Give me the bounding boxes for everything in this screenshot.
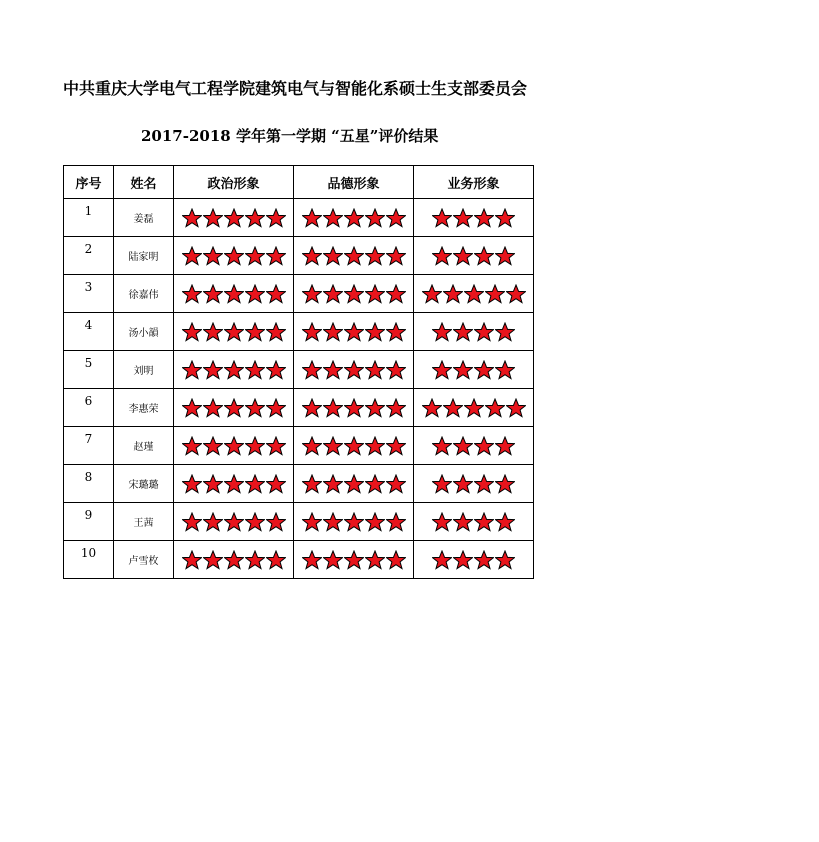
star-rating (174, 503, 293, 540)
star-icon (203, 208, 223, 228)
table-body (64, 199, 534, 579)
star-icon (266, 246, 286, 266)
professional-rating-cell (414, 427, 534, 465)
star-icon (495, 512, 515, 532)
star-icon (182, 208, 202, 228)
star-icon (182, 360, 202, 380)
political-rating-cell (174, 199, 294, 237)
star-icon (432, 550, 452, 570)
star-icon (453, 512, 473, 532)
moral-rating-cell (294, 389, 414, 427)
star-icon (344, 398, 364, 418)
star-icon (344, 284, 364, 304)
star-icon (474, 550, 494, 570)
star-icon (224, 474, 244, 494)
star-icon (365, 284, 385, 304)
moral-rating-cell (294, 541, 414, 579)
star-rating (294, 237, 413, 274)
star-icon (432, 208, 452, 228)
star-icon (386, 550, 406, 570)
star-icon (224, 550, 244, 570)
professional-rating-cell (414, 465, 534, 503)
star-icon (344, 474, 364, 494)
star-icon (323, 550, 343, 570)
star-icon (474, 208, 494, 228)
serial-number-cell: 5 (64, 351, 114, 389)
star-icon (302, 512, 322, 532)
star-icon (386, 360, 406, 380)
star-icon (266, 208, 286, 228)
star-rating (294, 427, 413, 464)
professional-rating-cell (414, 199, 534, 237)
star-rating (174, 541, 293, 578)
serial-number-cell: 7 (64, 427, 114, 465)
star-icon (203, 550, 223, 570)
star-icon (224, 398, 244, 418)
star-icon (365, 322, 385, 342)
moral-rating-cell (294, 199, 414, 237)
star-icon (266, 360, 286, 380)
star-icon (432, 512, 452, 532)
table-row (64, 465, 534, 503)
star-rating (294, 503, 413, 540)
star-icon (323, 360, 343, 380)
member-name-cell: 王茜 (114, 503, 174, 541)
star-icon (182, 550, 202, 570)
star-icon (506, 284, 526, 304)
star-icon (182, 512, 202, 532)
star-icon (443, 284, 463, 304)
star-icon (495, 436, 515, 456)
star-icon (453, 360, 473, 380)
member-name-cell: 陆家明 (114, 237, 174, 275)
star-rating (294, 351, 413, 388)
star-icon (245, 398, 265, 418)
star-icon (474, 474, 494, 494)
professional-rating-cell (414, 389, 534, 427)
star-icon (485, 398, 505, 418)
star-icon (224, 360, 244, 380)
star-rating (294, 313, 413, 350)
star-icon (245, 512, 265, 532)
star-icon (302, 322, 322, 342)
star-icon (365, 436, 385, 456)
star-icon (453, 436, 473, 456)
star-icon (386, 322, 406, 342)
professional-rating-cell (414, 275, 534, 313)
star-icon (245, 474, 265, 494)
organization-title: 中共重庆大学电气工程学院建筑电气与智能化系硕士生支部委员会 (63, 79, 528, 98)
star-icon (224, 512, 244, 532)
star-icon (182, 474, 202, 494)
star-icon (323, 208, 343, 228)
star-rating (414, 427, 533, 464)
star-icon (386, 246, 406, 266)
star-icon (302, 208, 322, 228)
star-icon (323, 284, 343, 304)
serial-number-cell: 8 (64, 465, 114, 503)
political-rating-cell (174, 313, 294, 351)
member-name-cell: 卢雪枚 (114, 541, 174, 579)
star-icon (464, 398, 484, 418)
evaluation-table (63, 165, 534, 579)
star-icon (365, 474, 385, 494)
star-icon (344, 322, 364, 342)
star-icon (453, 474, 473, 494)
star-icon (495, 246, 515, 266)
star-icon (266, 550, 286, 570)
star-icon (182, 322, 202, 342)
star-icon (365, 360, 385, 380)
star-rating (294, 541, 413, 578)
member-name-cell: 姜磊 (114, 199, 174, 237)
serial-number-cell: 2 (64, 237, 114, 275)
star-icon (344, 246, 364, 266)
star-icon (323, 398, 343, 418)
professional-rating-cell (414, 237, 534, 275)
moral-rating-cell (294, 427, 414, 465)
star-icon (443, 398, 463, 418)
star-rating (174, 351, 293, 388)
star-icon (474, 322, 494, 342)
star-icon (203, 246, 223, 266)
star-rating (414, 389, 533, 426)
member-name-cell: 宋璐璐 (114, 465, 174, 503)
table-row (64, 503, 534, 541)
star-icon (323, 474, 343, 494)
star-icon (203, 512, 223, 532)
political-rating-cell (174, 275, 294, 313)
star-rating (174, 465, 293, 502)
table-row (64, 237, 534, 275)
moral-rating-cell (294, 465, 414, 503)
table-row (64, 389, 534, 427)
star-icon (474, 360, 494, 380)
table-row (64, 351, 534, 389)
star-icon (386, 436, 406, 456)
serial-number-cell: 6 (64, 389, 114, 427)
moral-rating-cell (294, 313, 414, 351)
star-icon (453, 208, 473, 228)
star-icon (495, 322, 515, 342)
star-icon (302, 246, 322, 266)
star-rating (414, 237, 533, 274)
star-icon (422, 398, 442, 418)
star-icon (495, 360, 515, 380)
star-icon (495, 474, 515, 494)
star-icon (344, 360, 364, 380)
member-name-cell: 李惠荣 (114, 389, 174, 427)
star-icon (245, 550, 265, 570)
star-icon (365, 398, 385, 418)
star-icon (203, 436, 223, 456)
star-icon (266, 436, 286, 456)
star-rating (294, 389, 413, 426)
header-moral-image: 品德形象 (294, 166, 414, 199)
star-icon (495, 550, 515, 570)
star-icon (386, 512, 406, 532)
star-rating (414, 465, 533, 502)
star-icon (474, 512, 494, 532)
member-name-cell: 徐嘉伟 (114, 275, 174, 313)
member-name-cell: 赵瑾 (114, 427, 174, 465)
star-icon (344, 512, 364, 532)
professional-rating-cell (414, 351, 534, 389)
star-icon (323, 322, 343, 342)
star-icon (386, 208, 406, 228)
star-icon (302, 436, 322, 456)
moral-rating-cell (294, 275, 414, 313)
star-icon (495, 208, 515, 228)
star-rating (414, 351, 533, 388)
result-subtitle: 2017-2018 学年第一学期 “五星”评价结果 (141, 127, 439, 145)
star-icon (453, 550, 473, 570)
star-icon (453, 322, 473, 342)
star-icon (182, 436, 202, 456)
star-rating (174, 389, 293, 426)
star-icon (485, 284, 505, 304)
star-icon (302, 550, 322, 570)
star-icon (245, 246, 265, 266)
star-icon (323, 512, 343, 532)
star-icon (224, 322, 244, 342)
star-icon (323, 246, 343, 266)
table-row (64, 541, 534, 579)
star-rating (174, 313, 293, 350)
star-icon (344, 550, 364, 570)
professional-rating-cell (414, 541, 534, 579)
political-rating-cell (174, 503, 294, 541)
star-icon (302, 398, 322, 418)
star-icon (386, 284, 406, 304)
political-rating-cell (174, 389, 294, 427)
star-icon (266, 474, 286, 494)
star-icon (432, 360, 452, 380)
star-icon (224, 246, 244, 266)
serial-number-cell: 10 (64, 541, 114, 579)
star-icon (432, 474, 452, 494)
professional-rating-cell (414, 503, 534, 541)
star-icon (266, 322, 286, 342)
star-icon (365, 512, 385, 532)
star-icon (422, 284, 442, 304)
star-rating (174, 427, 293, 464)
political-rating-cell (174, 465, 294, 503)
star-rating (294, 199, 413, 236)
star-icon (245, 208, 265, 228)
header-name: 姓名 (114, 166, 174, 199)
star-icon (453, 246, 473, 266)
member-name-cell: 刘明 (114, 351, 174, 389)
serial-number-cell: 4 (64, 313, 114, 351)
star-icon (464, 284, 484, 304)
star-icon (224, 284, 244, 304)
moral-rating-cell (294, 351, 414, 389)
star-icon (266, 398, 286, 418)
star-icon (245, 360, 265, 380)
table-row (64, 313, 534, 351)
star-icon (365, 208, 385, 228)
political-rating-cell (174, 237, 294, 275)
star-icon (245, 436, 265, 456)
moral-rating-cell (294, 237, 414, 275)
star-icon (245, 284, 265, 304)
serial-number-cell: 3 (64, 275, 114, 313)
star-icon (365, 550, 385, 570)
serial-number-cell: 9 (64, 503, 114, 541)
star-icon (224, 436, 244, 456)
moral-rating-cell (294, 503, 414, 541)
member-name-cell: 汤小韻 (114, 313, 174, 351)
star-icon (182, 398, 202, 418)
star-icon (203, 474, 223, 494)
star-icon (323, 436, 343, 456)
star-icon (203, 398, 223, 418)
star-icon (386, 398, 406, 418)
star-icon (203, 360, 223, 380)
star-rating (414, 199, 533, 236)
political-rating-cell (174, 541, 294, 579)
star-icon (266, 512, 286, 532)
header-professional-image: 业务形象 (414, 166, 534, 199)
star-rating (174, 199, 293, 236)
star-rating (414, 503, 533, 540)
table-row (64, 427, 534, 465)
table-row (64, 199, 534, 237)
header-serial-number: 序号 (64, 166, 114, 199)
star-icon (224, 208, 244, 228)
star-icon (266, 284, 286, 304)
star-icon (203, 322, 223, 342)
star-icon (245, 322, 265, 342)
political-rating-cell (174, 427, 294, 465)
star-icon (474, 436, 494, 456)
star-icon (182, 284, 202, 304)
star-icon (203, 284, 223, 304)
table-row (64, 275, 534, 313)
political-rating-cell (174, 351, 294, 389)
star-rating (294, 275, 413, 312)
star-icon (432, 246, 452, 266)
star-rating (414, 313, 533, 350)
serial-number-cell: 1 (64, 199, 114, 237)
star-icon (302, 474, 322, 494)
star-rating (414, 541, 533, 578)
professional-rating-cell (414, 313, 534, 351)
star-icon (386, 474, 406, 494)
star-icon (302, 284, 322, 304)
star-rating (414, 275, 533, 312)
star-rating (294, 465, 413, 502)
star-rating (174, 275, 293, 312)
header-political-image: 政治形象 (174, 166, 294, 199)
star-icon (432, 436, 452, 456)
star-icon (344, 208, 364, 228)
star-icon (344, 436, 364, 456)
star-icon (474, 246, 494, 266)
table-header-row (64, 166, 534, 199)
star-icon (432, 322, 452, 342)
star-icon (506, 398, 526, 418)
star-icon (302, 360, 322, 380)
star-rating (174, 237, 293, 274)
star-icon (365, 246, 385, 266)
star-icon (182, 246, 202, 266)
